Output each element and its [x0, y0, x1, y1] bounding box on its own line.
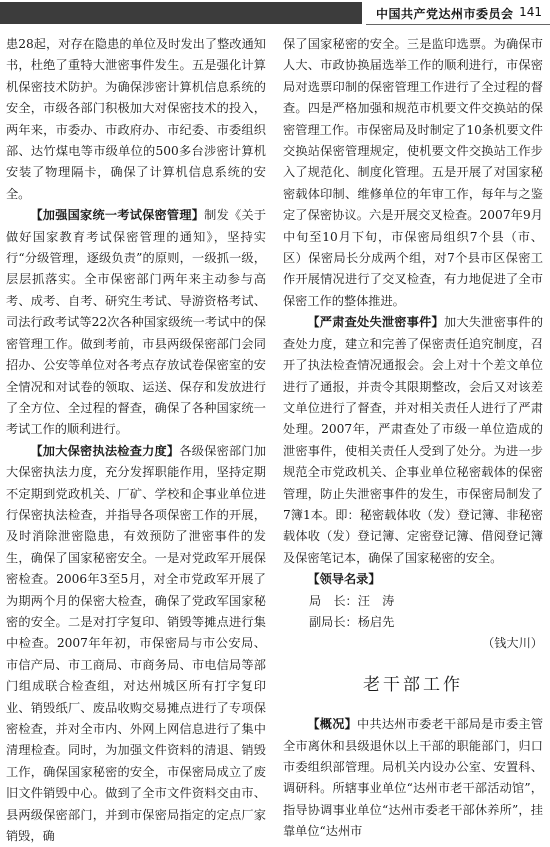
section-title: 老干部工作 [363, 674, 463, 695]
section-heading: 【严肃查处失泄密事件】 [307, 315, 444, 330]
paragraph [6, 205, 266, 440]
section-heading: 【加大保密执法检查力度】 [30, 443, 180, 458]
paragraph-text: 制发《关于做好国家教育考试保密管理的通知》，坚持实行“分级管理，逐级负责”的原则，一级抓一级，层层抓落实。全市保密部门两年来主动参与高考、成考、自考、研究生考试、导游资格考试、司法行政考试等22次各种国家级统一考试中的保密管理工作。做到考前，市县两级保密部门会同招办、公安等单位对各考点存放试卷保密室的安全情况和对试卷的领取、运送、保存和发放进行了全方位、全过程的督查，确保了各种国家统一考试工作的顺利进行。 [6, 208, 267, 437]
leader-name: 杨启先 [357, 614, 395, 629]
header-title: 中国共产党达州市委员会 [376, 7, 514, 21]
leader-list [283, 591, 543, 634]
leader-row [309, 591, 543, 612]
section-heading: 【领导名录】 [307, 572, 381, 587]
paragraph: 保了国家秘密的安全。三是监印选票。为确保市人大、市政协换届选举工作的顺利进行，市保密局对选票印制的保密管理工作进行了全过程的督查。四是严格加强和规范市机要文件交换站的保密管理工作。市保密局及时制定了10条机要文件交换站保密管理规定，使机要文件交换站工作步入了规范化、制度化管理。五是开展了对国家秘密载体印制、维修单位的年审工作，每年与之鉴定了保密协议。六是开展交叉检查。2007年9月中旬至10月下旬，市保密局组织7个县（市、区）保密局长分成两个组，对7个县市区保密工作开展情况进行了交叉检查，有力地促进了全市保密工作的整体推进。 [283, 37, 543, 308]
leader-role: 副局长： [309, 614, 358, 629]
paragraph [283, 714, 543, 842]
running-header [0, 0, 550, 26]
right-column [283, 34, 543, 843]
paragraph [283, 569, 543, 590]
leader-row [309, 612, 543, 633]
page-number: 141 [519, 5, 542, 19]
header-bar [0, 2, 362, 24]
section-heading: 【加强国家统一考试保密管理】 [30, 208, 205, 223]
paragraph: 患28起，对存在隐患的单位及时发出了整改通知书，杜绝了重特大泄密事件发生。五是强化计算机保密技术防护。为确保涉密计算机信息系统的安全，市级各部门积极加大对保密技术的投入，两年来，市委办、市政府办、市纪委、市委组织部、达竹煤电等市级单位的500多台涉密计算机安装了物理隔卡，确保了计算机信息系统的安全。 [6, 37, 266, 201]
paragraph-text: 中共达州市委老干部局是市委主管全市离休和县级退休以上干部的职能部门，归口市委组织部管理。局机关内设办公室、安置科、调研科。所辖事业单位“达州市老干部活动馆”，指导协调事业单位“达州市委老干部休养所”，挂靠单位“达州市 [283, 717, 544, 839]
author-credit: （钱大川） [482, 636, 543, 651]
header-rule [366, 24, 550, 25]
paragraph [283, 312, 543, 569]
leader-role: 局 长： [309, 593, 358, 608]
paragraph-text: 加大失泄密事件的查处力度，建立和完善了保密责任追究制度，召开了执法检查情况通报会。会上对十个差文单位进行了通报，并责令其限期整改，会后又对该差文单位进行了督查，并对相关责任人进行了严肃处理。2007年，严肃查处了市级一单位造成的泄密事件，使相关责任人受到了处分。为进一步规范全市党政机关、企事业单位秘密载体的保密管理，防止失泄密事件的发生，市保密局制发了7簿1本。即：秘密载体收（发）登记簿、非秘密载体收（发）登记簿、定密登记簿、借阅登记簿及保密笔记本，确保了国家秘密的安全。 [283, 315, 544, 565]
left-column [6, 34, 266, 847]
leader-name: 汪 涛 [357, 593, 395, 608]
section-heading: 【概况】 [307, 717, 358, 732]
paragraph [6, 441, 266, 847]
paragraph-text: 各级保密部门加大保密执法力度，充分发挥职能作用，坚持定期不定期到党政机关、厂矿、学校和企事业单位进行保密执法检查，并指导各项保密工作的开展，及时消除泄密隐患，有效预防了泄密事件的发生，确保了国家秘密安全。一是对党政军开展保密检查。2006年3至5月，对全市党政军开展了为期两个月的保密大检查，确保了党政军国家秘密的安全。二是对打字复印、销毁等摊点进行集中检查。2007年年初，市保密局与市公安局、市信产局、市工商局、市商务局、市电信局等部门组成联合检查组，对达州城区所有打字复印业、销毁纸厂、废品收购交易摊点进行了专项保密检查，并对全市内、外网上网信息进行了集中清理检查。同时，为加强文件资料的清退、销毁工作，确保国家秘密的安全，市保密局成立了废旧文件销毁中心。做到了全市文件资料交由市、县两级保密部门，并到市保密局指定的定点厂家销毁，确 [6, 443, 267, 844]
